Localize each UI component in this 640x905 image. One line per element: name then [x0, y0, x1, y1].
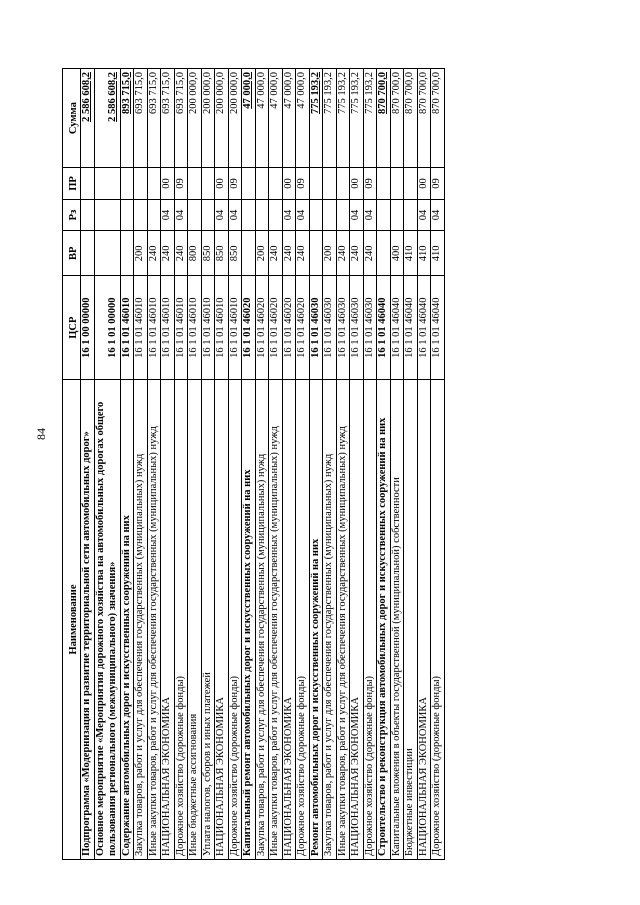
cell-pr [201, 168, 215, 200]
cell-name: НАЦИОНАЛЬНАЯ ЭКОНОМИКА [282, 380, 296, 860]
cell-vr [120, 231, 134, 276]
cell-vr: 240 [161, 231, 175, 276]
cell-pr [147, 168, 161, 200]
cell-csr: 16 1 01 46020 [255, 276, 269, 380]
cell-name: Дорожное хозяйство (дорожные фонды) [174, 380, 188, 860]
cell-name: Иные бюджетные ассигнования [188, 380, 202, 860]
table-row [161, 69, 175, 860]
table-row [363, 69, 377, 860]
table-row [431, 69, 445, 860]
table-row [417, 69, 431, 860]
cell-vr: 410 [417, 231, 431, 276]
cell-rz [309, 199, 323, 231]
cell-sum: 47 000,0 [296, 69, 310, 168]
header-sum: Сумма [63, 69, 81, 168]
cell-name: Дорожное хозяйство (дорожные фонды) [228, 380, 242, 860]
cell-sum: 870 700,0 [404, 69, 418, 168]
cell-csr: 16 1 01 46040 [404, 276, 418, 380]
table-row [228, 69, 242, 860]
cell-csr: 16 1 01 46020 [269, 276, 283, 380]
cell-pr [242, 168, 256, 200]
cell-csr: 16 1 01 00000 [94, 276, 120, 380]
cell-sum: 200 000,0 [215, 69, 229, 168]
cell-rz [201, 199, 215, 231]
cell-pr: 00 [282, 168, 296, 200]
cell-pr [404, 168, 418, 200]
cell-pr: 00 [161, 168, 175, 200]
cell-csr: 16 1 01 46010 [134, 276, 148, 380]
cell-sum: 775 193,2 [309, 69, 323, 168]
table-row [134, 69, 148, 860]
cell-vr: 240 [336, 231, 350, 276]
cell-vr: 200 [323, 231, 337, 276]
table-row [350, 69, 364, 860]
cell-name: Основное мероприятие «Мероприятия дорожного хозяйства на автомобильных дорогах общего пользования регионального (межмуниципального) значения» [94, 380, 120, 860]
cell-name: Бюджетные инвестиции [404, 380, 418, 860]
cell-vr: 410 [404, 231, 418, 276]
cell-sum: 693 715,0 [174, 69, 188, 168]
cell-name: Закупка товаров, работ и услуг для обеспечения государственных (муниципальных) нужд [323, 380, 337, 860]
cell-sum: 775 193,2 [336, 69, 350, 168]
cell-pr [134, 168, 148, 200]
table-row [309, 69, 323, 860]
cell-rz [390, 199, 404, 231]
budget-table-container [62, 68, 445, 860]
cell-sum: 47 000,0 [255, 69, 269, 168]
cell-pr [94, 168, 120, 200]
cell-rz [323, 199, 337, 231]
cell-rz: 04 [431, 199, 445, 231]
header-name: Наименование [63, 380, 81, 860]
cell-sum: 775 193,2 [323, 69, 337, 168]
cell-rz [269, 199, 283, 231]
cell-csr: 16 1 01 46010 [120, 276, 134, 380]
cell-sum: 693 715,0 [147, 69, 161, 168]
cell-csr: 16 1 01 46010 [188, 276, 202, 380]
cell-sum: 47 000,0 [269, 69, 283, 168]
cell-vr: 410 [431, 231, 445, 276]
cell-pr: 09 [174, 168, 188, 200]
cell-name: Иные закупки товаров, работ и услуг для обеспечения государственных (муниципальных) нужд [336, 380, 350, 860]
cell-vr: 240 [174, 231, 188, 276]
cell-pr: 00 [350, 168, 364, 200]
cell-rz: 04 [363, 199, 377, 231]
cell-sum: 47 000,0 [242, 69, 256, 168]
cell-name: НАЦИОНАЛЬНАЯ ЭКОНОМИКА [215, 380, 229, 860]
table-row [174, 69, 188, 860]
cell-sum: 870 700,0 [431, 69, 445, 168]
cell-name: Капитальный ремонт автомобильных дорог и искусственных сооружений на них [242, 380, 256, 860]
cell-pr [188, 168, 202, 200]
cell-name: Дорожное хозяйство (дорожные фонды) [363, 380, 377, 860]
cell-rz [242, 199, 256, 231]
cell-name: Закупка товаров, работ и услуг для обеспечения государственных (муниципальных) нужд [134, 380, 148, 860]
cell-pr: 09 [228, 168, 242, 200]
cell-rz [336, 199, 350, 231]
cell-pr [390, 168, 404, 200]
cell-name: НАЦИОНАЛЬНАЯ ЭКОНОМИКА [350, 380, 364, 860]
cell-pr [377, 168, 391, 200]
cell-vr [377, 231, 391, 276]
cell-rz [404, 199, 418, 231]
cell-vr: 850 [215, 231, 229, 276]
cell-sum: 200 000,0 [201, 69, 215, 168]
cell-sum: 200 000,0 [228, 69, 242, 168]
cell-name: Строительство и реконструкция автомобильных дорог и искусственных сооружений на них [377, 380, 391, 860]
cell-pr: 00 [417, 168, 431, 200]
table-row [215, 69, 229, 860]
cell-name: Иные закупки товаров, работ и услуг для обеспечения государственных (муниципальных) нужд [269, 380, 283, 860]
cell-rz: 04 [296, 199, 310, 231]
cell-name: Подпрограмма «Модернизация и развитие территориальной сети автомобильных дорог» [81, 380, 95, 860]
header-vr: ВР [63, 231, 81, 276]
cell-name: Уплата налогов, сборов и иных платежей [201, 380, 215, 860]
cell-sum: 870 700,0 [390, 69, 404, 168]
cell-sum: 693 715,0 [161, 69, 175, 168]
cell-csr: 16 1 01 46040 [390, 276, 404, 380]
table-row [255, 69, 269, 860]
cell-rz [255, 199, 269, 231]
cell-rz: 04 [228, 199, 242, 231]
cell-pr: 09 [431, 168, 445, 200]
cell-name: Дорожное хозяйство (дорожные фонды) [296, 380, 310, 860]
table-row [282, 69, 296, 860]
cell-csr: 16 1 01 46040 [431, 276, 445, 380]
cell-csr: 16 1 01 46040 [377, 276, 391, 380]
cell-csr: 16 1 01 46030 [350, 276, 364, 380]
cell-csr: 16 1 01 46010 [228, 276, 242, 380]
cell-pr [120, 168, 134, 200]
header-pr: ПР [63, 168, 81, 200]
cell-vr [242, 231, 256, 276]
cell-vr: 800 [188, 231, 202, 276]
cell-pr: 09 [296, 168, 310, 200]
cell-sum: 693 715,0 [134, 69, 148, 168]
cell-vr: 240 [296, 231, 310, 276]
cell-sum: 870 700,0 [417, 69, 431, 168]
cell-vr: 240 [350, 231, 364, 276]
cell-vr: 200 [255, 231, 269, 276]
table-row [296, 69, 310, 860]
table-row [94, 69, 120, 860]
table-header-row [63, 69, 81, 860]
cell-vr: 240 [147, 231, 161, 276]
cell-pr [255, 168, 269, 200]
cell-pr [323, 168, 337, 200]
cell-csr: 16 1 01 46010 [174, 276, 188, 380]
cell-pr [269, 168, 283, 200]
cell-vr: 200 [134, 231, 148, 276]
table-row [404, 69, 418, 860]
budget-table [62, 68, 445, 860]
cell-vr: 240 [282, 231, 296, 276]
cell-name: НАЦИОНАЛЬНАЯ ЭКОНОМИКА [161, 380, 175, 860]
cell-rz: 04 [215, 199, 229, 231]
cell-rz: 04 [350, 199, 364, 231]
cell-pr: 00 [215, 168, 229, 200]
table-row [188, 69, 202, 860]
table-row [336, 69, 350, 860]
cell-rz [188, 199, 202, 231]
cell-name: НАЦИОНАЛЬНАЯ ЭКОНОМИКА [417, 380, 431, 860]
table-row [147, 69, 161, 860]
cell-vr [94, 231, 120, 276]
cell-rz [94, 199, 120, 231]
cell-sum: 2 586 608,2 [94, 69, 120, 168]
cell-csr: 16 1 01 46020 [282, 276, 296, 380]
cell-vr: 400 [390, 231, 404, 276]
cell-csr: 16 1 01 46010 [215, 276, 229, 380]
page-number: 84 [34, 428, 48, 440]
cell-csr: 16 1 01 46020 [242, 276, 256, 380]
cell-csr: 16 1 01 46020 [296, 276, 310, 380]
cell-rz: 04 [161, 199, 175, 231]
cell-name: Закупка товаров, работ и услуг для обеспечения государственных (муниципальных) нужд [255, 380, 269, 860]
cell-sum: 775 193,2 [363, 69, 377, 168]
cell-csr: 16 1 01 46040 [417, 276, 431, 380]
cell-name: Содержание автомобильных дорог и искусственных сооружений на них [120, 380, 134, 860]
cell-vr: 850 [201, 231, 215, 276]
cell-csr: 16 1 01 46030 [309, 276, 323, 380]
cell-vr: 240 [363, 231, 377, 276]
cell-sum: 870 700,0 [377, 69, 391, 168]
cell-name: Ремонт автомобильных дорог и искусственных сооружений на них [309, 380, 323, 860]
table-row [120, 69, 134, 860]
cell-rz [81, 199, 95, 231]
cell-csr: 16 1 01 46030 [363, 276, 377, 380]
cell-sum: 893 715,0 [120, 69, 134, 168]
table-row [81, 69, 95, 860]
cell-rz [120, 199, 134, 231]
table-body [81, 69, 445, 860]
table-row [242, 69, 256, 860]
cell-rz: 04 [174, 199, 188, 231]
cell-vr: 240 [269, 231, 283, 276]
cell-rz [134, 199, 148, 231]
cell-sum: 2 586 608,2 [81, 69, 95, 168]
cell-sum: 47 000,0 [282, 69, 296, 168]
cell-name: Дорожное хозяйство (дорожные фонды) [431, 380, 445, 860]
cell-csr: 16 1 01 46030 [323, 276, 337, 380]
cell-rz: 04 [417, 199, 431, 231]
cell-sum: 775 193,2 [350, 69, 364, 168]
cell-rz: 04 [282, 199, 296, 231]
table-row [269, 69, 283, 860]
cell-vr: 850 [228, 231, 242, 276]
cell-rz [147, 199, 161, 231]
cell-pr: 09 [363, 168, 377, 200]
cell-name: Иные закупки товаров, работ и услуг для обеспечения государственных (муниципальных) нужд [147, 380, 161, 860]
cell-csr: 16 1 01 46010 [161, 276, 175, 380]
cell-pr [309, 168, 323, 200]
cell-vr [309, 231, 323, 276]
cell-pr [81, 168, 95, 200]
cell-csr: 16 1 01 46010 [147, 276, 161, 380]
table-row [323, 69, 337, 860]
cell-csr: 16 1 00 00000 [81, 276, 95, 380]
cell-sum: 200 000,0 [188, 69, 202, 168]
cell-rz [377, 199, 391, 231]
table-row [377, 69, 391, 860]
cell-csr: 16 1 01 46010 [201, 276, 215, 380]
table-row [201, 69, 215, 860]
table-row [390, 69, 404, 860]
header-csr: ЦСР [63, 276, 81, 380]
cell-pr [336, 168, 350, 200]
cell-vr [81, 231, 95, 276]
header-rz: Рз [63, 199, 81, 231]
cell-csr: 16 1 01 46030 [336, 276, 350, 380]
cell-name: Капитальные вложения в объекты государственной (муниципальной) собственности [390, 380, 404, 860]
